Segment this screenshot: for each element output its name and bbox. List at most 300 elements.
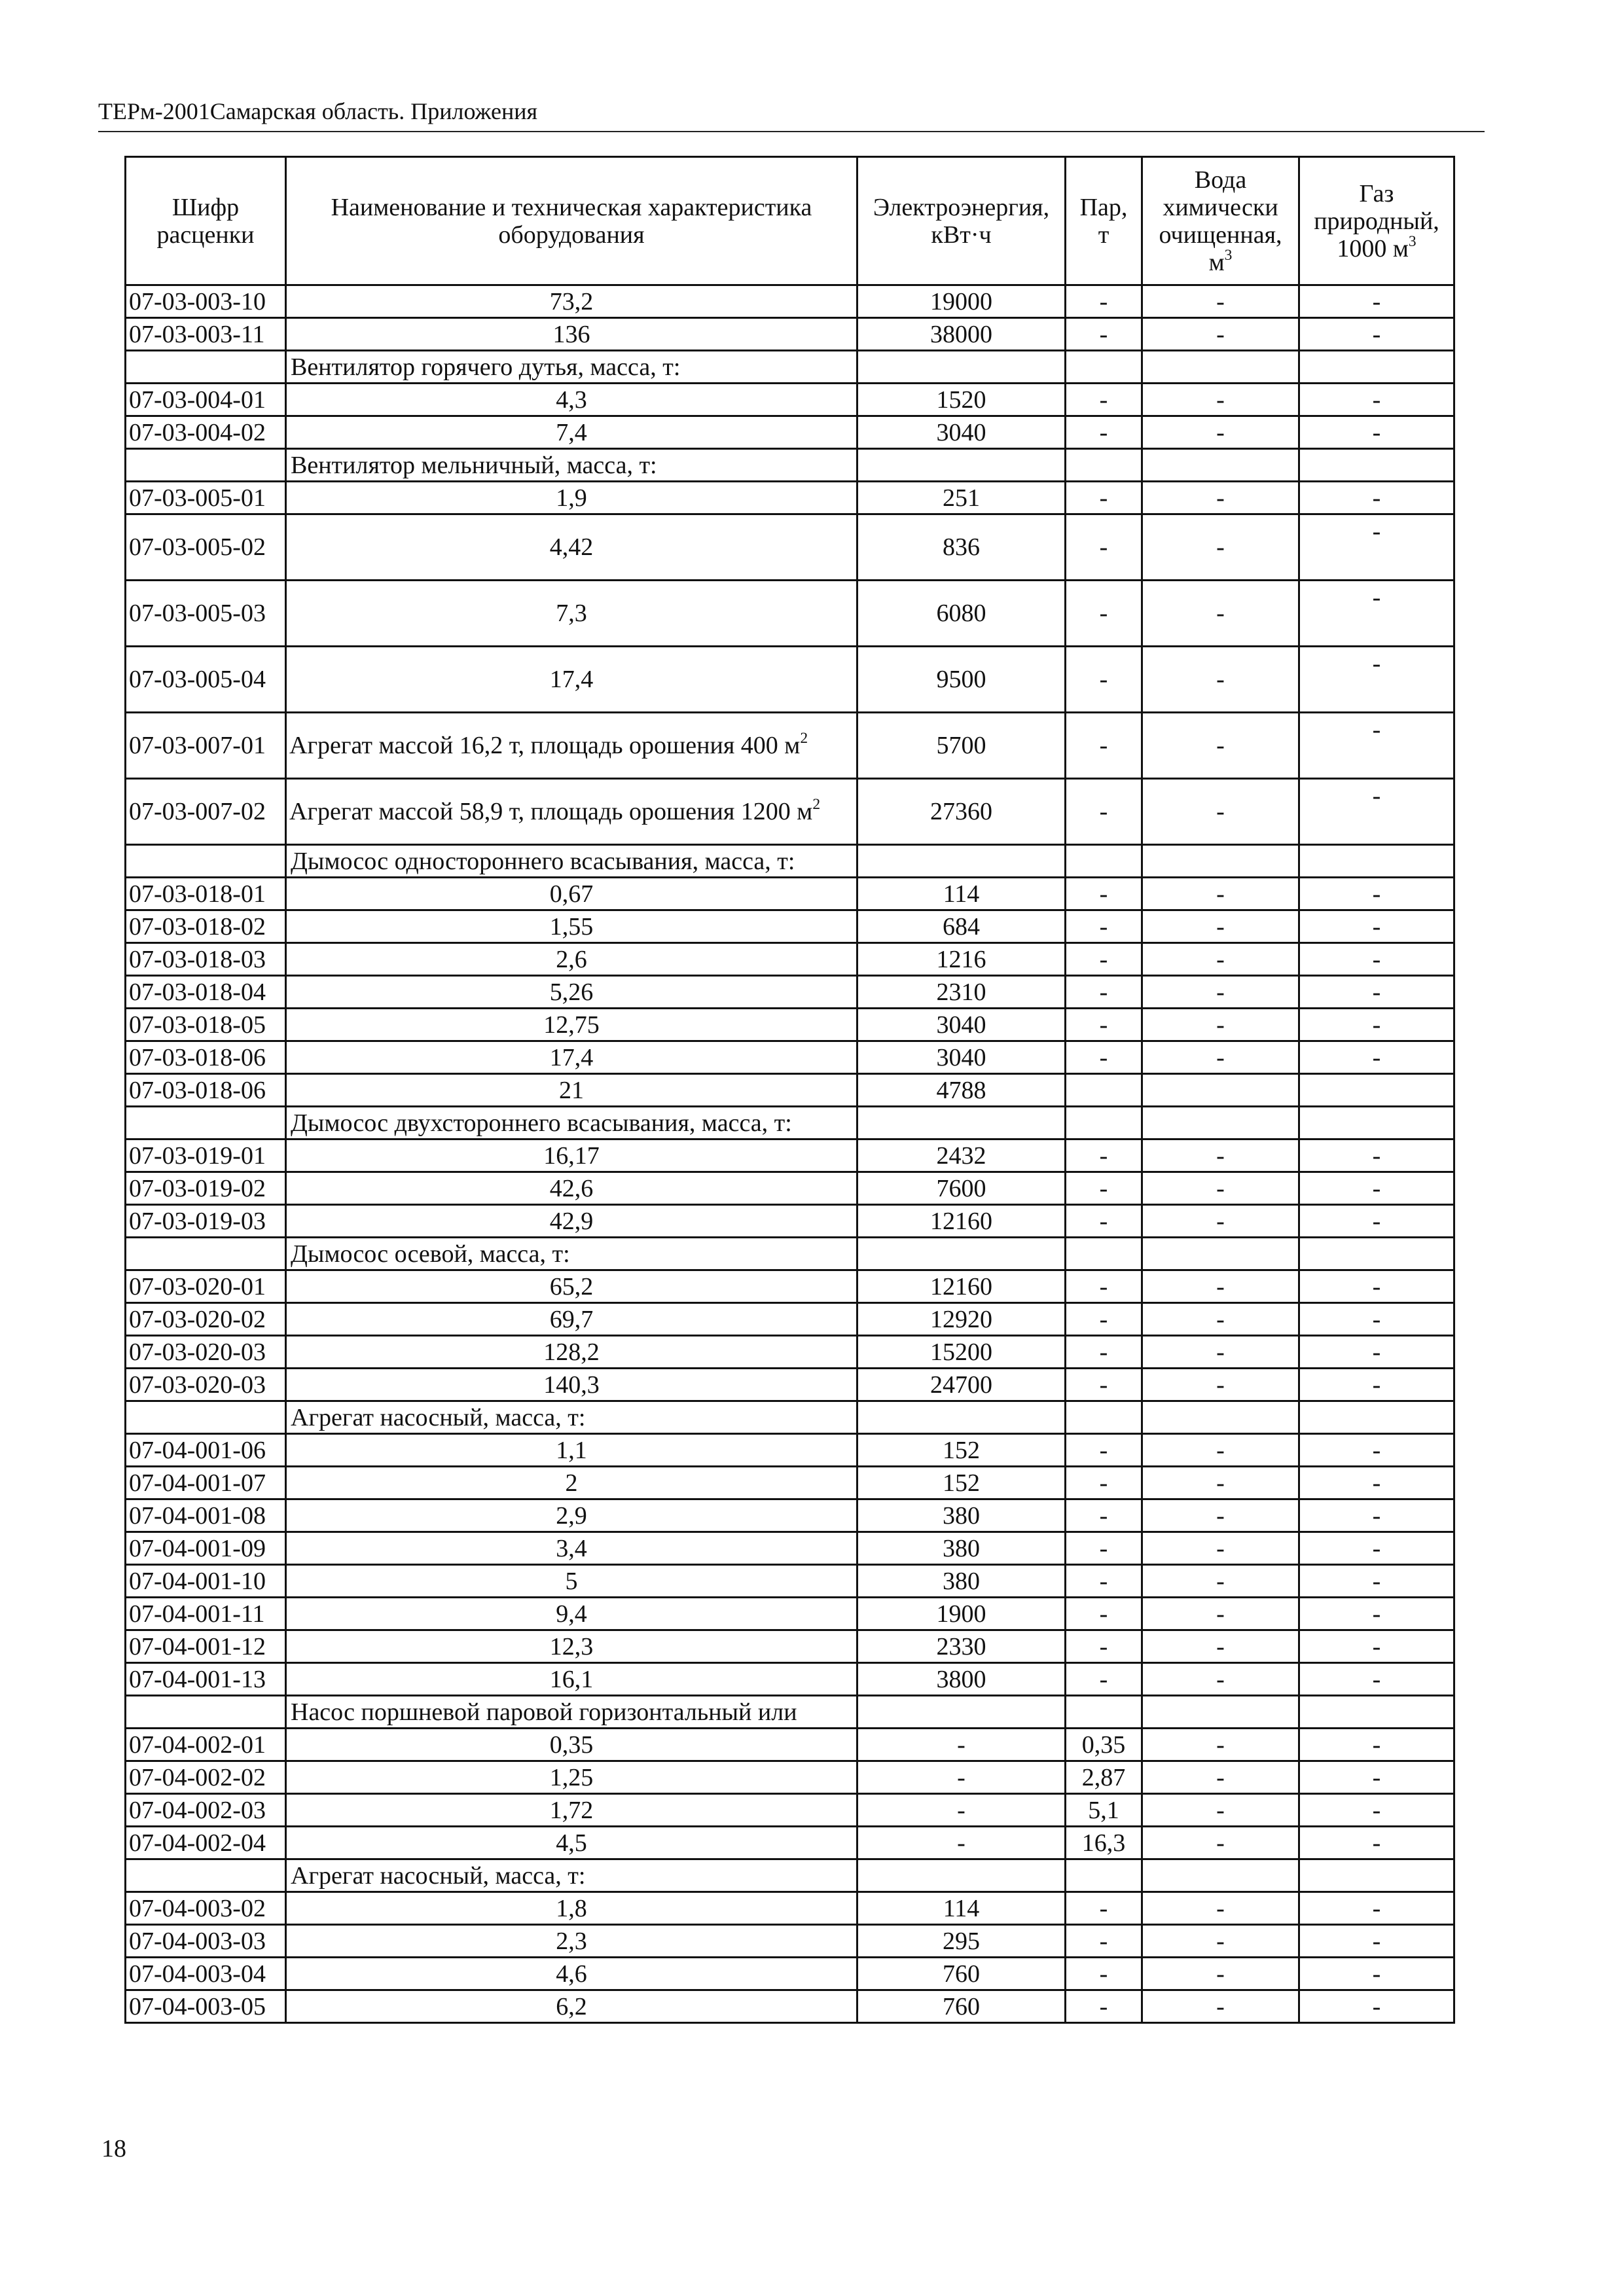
cell-name	[286, 1303, 857, 1336]
cell-name	[286, 1696, 857, 1729]
cell-gas	[1299, 482, 1454, 514]
cell-name-text: Дымосос двухстороннего всасывания, масса, т:	[291, 1109, 792, 1137]
cell-water	[1142, 1990, 1299, 2023]
cell-code	[126, 1827, 286, 1859]
cell-steam	[1066, 1630, 1142, 1663]
cell-steam-text: -	[1099, 1632, 1108, 1660]
cell-name-text: 128,2	[543, 1338, 600, 1366]
cell-power	[857, 1859, 1066, 1892]
cell-name-text: 1,9	[556, 484, 587, 512]
cell-steam	[1066, 1107, 1142, 1139]
header-code-line2: расценки	[156, 221, 255, 249]
cell-gas-text: -	[1372, 1960, 1381, 1988]
cell-water	[1142, 1139, 1299, 1172]
page-header: ТЕРм-2001Самарская область. Приложения	[98, 98, 538, 124]
table-row	[126, 1303, 1454, 1336]
cell-water	[1142, 1107, 1299, 1139]
cell-name-text: Вентилятор горячего дутья, масса, т:	[291, 353, 681, 381]
cell-gas	[1299, 514, 1454, 581]
cell-name-text: 21	[559, 1076, 584, 1104]
cell-water-text: -	[1216, 484, 1225, 512]
cell-power	[857, 1925, 1066, 1958]
cell-name	[286, 878, 857, 910]
cell-name-text: 5,26	[549, 978, 594, 1006]
cell-steam-text: -	[1099, 880, 1108, 908]
cell-water-text: -	[1216, 1763, 1225, 1791]
cell-power-text: 12920	[930, 1305, 992, 1333]
cell-water-text: -	[1216, 1371, 1225, 1399]
cell-steam	[1066, 285, 1142, 318]
cell-power	[857, 1467, 1066, 1499]
table-row	[126, 943, 1454, 976]
cell-gas	[1299, 779, 1454, 845]
cell-water	[1142, 878, 1299, 910]
table-row	[126, 1041, 1454, 1074]
cell-steam	[1066, 1794, 1142, 1827]
cell-power-text: 114	[943, 880, 980, 908]
cell-gas-text: -	[1372, 1305, 1381, 1333]
cell-code-text: 07-04-001-13	[129, 1665, 266, 1693]
table-row	[126, 878, 1454, 910]
cell-steam-text: -	[1099, 418, 1108, 446]
header-gas-line2: природный,	[1314, 207, 1439, 235]
resource-table	[124, 156, 1455, 2024]
cell-power	[857, 1205, 1066, 1238]
cell-gas	[1299, 351, 1454, 384]
cell-code-text: 07-03-004-02	[129, 418, 266, 446]
cell-water-text: -	[1216, 1731, 1225, 1759]
cell-name-text: 16,17	[543, 1141, 600, 1170]
cell-gas	[1299, 285, 1454, 318]
cell-name-text: 42,9	[549, 1207, 594, 1235]
cell-water	[1142, 943, 1299, 976]
cell-gas	[1299, 1859, 1454, 1892]
cell-water	[1142, 1205, 1299, 1238]
cell-power	[857, 482, 1066, 514]
cell-name	[286, 1663, 857, 1696]
cell-gas-text: -	[1372, 1632, 1381, 1660]
table-row	[126, 1205, 1454, 1238]
cell-water	[1142, 1336, 1299, 1369]
cell-code	[126, 910, 286, 943]
cell-power-text: 12160	[930, 1272, 992, 1300]
cell-name	[286, 1532, 857, 1565]
cell-power	[857, 1794, 1066, 1827]
header-gas-unit-sup: 3	[1408, 232, 1416, 250]
cell-gas-text: -	[1372, 1567, 1381, 1595]
cell-gas-text: -	[1372, 1043, 1381, 1071]
cell-code	[126, 1859, 286, 1892]
cell-code-text: 07-03-007-01	[129, 732, 266, 759]
cell-steam-text: -	[1099, 1207, 1108, 1235]
table-row	[126, 713, 1454, 779]
cell-water	[1142, 318, 1299, 351]
table-row	[126, 1794, 1454, 1827]
cell-water	[1142, 1172, 1299, 1205]
cell-name	[286, 384, 857, 416]
cell-code-text: 07-04-001-09	[129, 1534, 266, 1562]
cell-gas	[1299, 416, 1454, 449]
cell-gas	[1299, 1009, 1454, 1041]
cell-steam-text: -	[1099, 1469, 1108, 1497]
cell-steam	[1066, 1696, 1142, 1729]
cell-name	[286, 1990, 857, 2023]
cell-water-text: -	[1216, 1894, 1225, 1922]
cell-gas-text: -	[1372, 782, 1381, 810]
table-row	[126, 384, 1454, 416]
cell-power-text: 251	[943, 484, 980, 512]
cell-steam	[1066, 514, 1142, 581]
cell-gas	[1299, 1041, 1454, 1074]
cell-name	[286, 1434, 857, 1467]
cell-power-text: 380	[943, 1567, 980, 1595]
table-row	[126, 1074, 1454, 1107]
table-row	[126, 976, 1454, 1009]
cell-water-text: -	[1216, 533, 1225, 561]
cell-water	[1142, 713, 1299, 779]
cell-code-text: 07-04-003-02	[129, 1894, 266, 1922]
cell-power	[857, 1238, 1066, 1270]
cell-water	[1142, 384, 1299, 416]
cell-water	[1142, 1499, 1299, 1532]
cell-steam-text: -	[1099, 912, 1108, 941]
table-row	[126, 1598, 1454, 1630]
cell-gas-text: -	[1372, 1665, 1381, 1693]
cell-name-text: 2	[565, 1469, 578, 1497]
cell-gas	[1299, 1598, 1454, 1630]
cell-gas-text: -	[1372, 287, 1381, 315]
cell-name	[286, 1139, 857, 1172]
cell-steam	[1066, 1729, 1142, 1761]
cell-gas	[1299, 943, 1454, 976]
cell-power	[857, 1598, 1066, 1630]
cell-steam-text: -	[1099, 1338, 1108, 1366]
cell-name	[286, 1761, 857, 1794]
cell-power-text: 5700	[936, 732, 986, 759]
cell-name-text: Вентилятор мельничный, масса, т:	[291, 451, 657, 479]
cell-name-text: Агрегат массой 16,2 т, площадь орошения 400 м	[289, 732, 801, 759]
cell-steam	[1066, 1238, 1142, 1270]
cell-steam	[1066, 1009, 1142, 1041]
cell-steam-text: -	[1099, 1534, 1108, 1562]
table-section-row	[126, 1238, 1454, 1270]
cell-gas-text: -	[1372, 880, 1381, 908]
cell-code	[126, 1532, 286, 1565]
cell-power	[857, 713, 1066, 779]
cell-name-text: 6,2	[556, 1992, 587, 2020]
cell-name-text: Агрегат массой 58,9 т, площадь орошения 1200 м	[289, 798, 813, 825]
cell-water	[1142, 1892, 1299, 1925]
table-section-row	[126, 1107, 1454, 1139]
cell-power-text: 2432	[936, 1141, 986, 1170]
cell-gas-text: -	[1372, 1731, 1381, 1759]
cell-power	[857, 449, 1066, 482]
cell-name	[286, 647, 857, 713]
cell-power	[857, 910, 1066, 943]
cell-gas	[1299, 1074, 1454, 1107]
cell-name	[286, 416, 857, 449]
cell-power	[857, 1074, 1066, 1107]
cell-power	[857, 1990, 1066, 2023]
cell-code	[126, 976, 286, 1009]
cell-name	[286, 482, 857, 514]
cell-name	[286, 910, 857, 943]
cell-power-text: 38000	[930, 320, 992, 348]
cell-gas	[1299, 1827, 1454, 1859]
cell-power	[857, 1041, 1066, 1074]
cell-water-text: -	[1216, 798, 1225, 825]
cell-power-text: 380	[943, 1534, 980, 1562]
cell-water-text: -	[1216, 320, 1225, 348]
header-steam	[1066, 157, 1142, 285]
cell-steam	[1066, 1369, 1142, 1401]
cell-steam	[1066, 779, 1142, 845]
cell-power	[857, 1139, 1066, 1172]
cell-code	[126, 482, 286, 514]
cell-water-text: -	[1216, 1796, 1225, 1824]
cell-power	[857, 1532, 1066, 1565]
cell-code-text: 07-04-003-03	[129, 1927, 266, 1955]
cell-code-text: 07-04-001-10	[129, 1567, 266, 1595]
cell-code-text: 07-04-002-01	[129, 1731, 266, 1759]
cell-gas	[1299, 1794, 1454, 1827]
cell-name-text: 140,3	[543, 1371, 600, 1399]
cell-steam	[1066, 1172, 1142, 1205]
cell-code	[126, 1630, 286, 1663]
table-row	[126, 1630, 1454, 1663]
cell-code-text: 07-04-001-07	[129, 1469, 266, 1497]
cell-power-text: 114	[943, 1894, 980, 1922]
cell-name-text: 1,8	[556, 1894, 587, 1922]
cell-steam-text: -	[1099, 1960, 1108, 1988]
cell-steam	[1066, 581, 1142, 647]
cell-steam	[1066, 1467, 1142, 1499]
header-water-line2: химически	[1163, 193, 1278, 221]
cell-name	[286, 318, 857, 351]
cell-code-text: 07-04-001-08	[129, 1501, 266, 1530]
cell-power	[857, 1663, 1066, 1696]
cell-gas-text: -	[1372, 1207, 1381, 1235]
cell-power	[857, 1630, 1066, 1663]
cell-power-text: 24700	[930, 1371, 992, 1399]
table-body	[126, 285, 1454, 2023]
cell-code	[126, 1663, 286, 1696]
cell-code-text: 07-03-020-03	[129, 1338, 266, 1366]
cell-name	[286, 1565, 857, 1598]
cell-power	[857, 647, 1066, 713]
cell-code-text: 07-03-005-04	[129, 666, 266, 693]
cell-steam-text: -	[1099, 1665, 1108, 1693]
cell-gas-text: -	[1372, 1600, 1381, 1628]
cell-gas	[1299, 1434, 1454, 1467]
cell-water	[1142, 976, 1299, 1009]
cell-steam-text: -	[1099, 533, 1108, 561]
cell-power	[857, 1827, 1066, 1859]
cell-water	[1142, 1401, 1299, 1434]
cell-water-text: -	[1216, 732, 1225, 759]
cell-water	[1142, 1041, 1299, 1074]
cell-name-text: 73,2	[549, 287, 594, 315]
cell-water	[1142, 1467, 1299, 1499]
cell-name	[286, 1238, 857, 1270]
cell-name	[286, 1107, 857, 1139]
cell-name-text: 9,4	[556, 1600, 587, 1628]
cell-code-text: 07-03-020-03	[129, 1371, 266, 1399]
cell-gas	[1299, 1401, 1454, 1434]
cell-name-text: Агрегат насосный, масса, т:	[291, 1861, 586, 1890]
cell-steam-text: -	[1099, 484, 1108, 512]
cell-name-superscript: 2	[812, 796, 821, 813]
cell-power-text: 1520	[936, 386, 986, 414]
cell-steam-text: -	[1099, 1174, 1108, 1202]
cell-code-text: 07-04-002-04	[129, 1829, 266, 1857]
cell-water-text: -	[1216, 912, 1225, 941]
cell-power	[857, 1565, 1066, 1598]
cell-gas	[1299, 384, 1454, 416]
cell-steam	[1066, 1499, 1142, 1532]
cell-power	[857, 318, 1066, 351]
cell-water	[1142, 1859, 1299, 1892]
cell-name-text: 65,2	[549, 1272, 594, 1300]
table-row	[126, 1892, 1454, 1925]
cell-code-text: 07-03-020-02	[129, 1305, 266, 1333]
cell-gas	[1299, 1696, 1454, 1729]
cell-name	[286, 1172, 857, 1205]
cell-water	[1142, 482, 1299, 514]
table-row	[126, 1565, 1454, 1598]
cell-name-text: 7,3	[556, 600, 587, 627]
cell-code-text: 07-04-001-06	[129, 1436, 266, 1464]
cell-code	[126, 878, 286, 910]
cell-water	[1142, 581, 1299, 647]
cell-steam-text: -	[1099, 1501, 1108, 1530]
cell-water-text: -	[1216, 1829, 1225, 1857]
cell-gas-text: -	[1372, 650, 1381, 677]
cell-steam-text: -	[1099, 1894, 1108, 1922]
cell-gas	[1299, 1990, 1454, 2023]
table-row	[126, 1139, 1454, 1172]
cell-gas-text: -	[1372, 418, 1381, 446]
cell-power	[857, 1303, 1066, 1336]
table-row	[126, 1925, 1454, 1958]
cell-code-text: 07-03-004-01	[129, 386, 266, 414]
cell-steam	[1066, 1958, 1142, 1990]
cell-water-text: -	[1216, 978, 1225, 1006]
cell-power-text: 760	[943, 1960, 980, 1988]
cell-power	[857, 285, 1066, 318]
header-water-line3: очищенная,	[1159, 221, 1282, 249]
cell-power-text: 2330	[936, 1632, 986, 1660]
cell-water-text: -	[1216, 1600, 1225, 1628]
cell-water-text: -	[1216, 666, 1225, 693]
cell-water	[1142, 845, 1299, 878]
cell-water-text: -	[1216, 1174, 1225, 1202]
cell-name	[286, 976, 857, 1009]
cell-steam	[1066, 943, 1142, 976]
table-row	[126, 1729, 1454, 1761]
cell-name	[286, 1499, 857, 1532]
cell-steam	[1066, 1434, 1142, 1467]
cell-power-text: -	[957, 1731, 965, 1759]
table-section-row	[126, 449, 1454, 482]
cell-gas	[1299, 1663, 1454, 1696]
cell-gas-text: -	[1372, 1469, 1381, 1497]
header-rule	[98, 131, 1485, 132]
cell-steam	[1066, 351, 1142, 384]
cell-name-text: 17,4	[549, 666, 594, 693]
cell-steam-text: -	[1099, 1371, 1108, 1399]
cell-water	[1142, 1434, 1299, 1467]
cell-code	[126, 1238, 286, 1270]
cell-steam	[1066, 1990, 1142, 2023]
cell-water	[1142, 1598, 1299, 1630]
header-code-line1: Шифр	[171, 193, 240, 221]
cell-steam	[1066, 1074, 1142, 1107]
table-row	[126, 318, 1454, 351]
cell-code-text: 07-03-019-03	[129, 1207, 266, 1235]
cell-power-text: 1900	[936, 1600, 986, 1628]
cell-water-text: -	[1216, 1141, 1225, 1170]
cell-steam-text: -	[1099, 1141, 1108, 1170]
cell-gas-text: -	[1372, 1011, 1381, 1039]
cell-gas-text: -	[1372, 1272, 1381, 1300]
cell-power	[857, 351, 1066, 384]
table-row	[126, 779, 1454, 845]
table-row	[126, 1958, 1454, 1990]
cell-power-text: 3040	[936, 418, 986, 446]
table-row	[126, 1434, 1454, 1467]
cell-power	[857, 514, 1066, 581]
cell-water-text: -	[1216, 1469, 1225, 1497]
cell-name-text: 2,9	[556, 1501, 587, 1530]
cell-power-text: 2310	[936, 978, 986, 1006]
cell-steam-text: -	[1099, 666, 1108, 693]
table-row	[126, 416, 1454, 449]
cell-gas-text: -	[1372, 945, 1381, 973]
cell-name	[286, 1336, 857, 1369]
cell-code	[126, 1761, 286, 1794]
cell-power	[857, 1729, 1066, 1761]
resource-table-container	[124, 156, 1455, 2024]
cell-name-text: 12,75	[543, 1011, 600, 1039]
cell-power-text: 836	[943, 533, 980, 561]
cell-water	[1142, 1630, 1299, 1663]
header-code	[126, 157, 286, 285]
cell-water-text: -	[1216, 1338, 1225, 1366]
cell-steam	[1066, 1761, 1142, 1794]
table-row	[126, 482, 1454, 514]
cell-steam	[1066, 845, 1142, 878]
cell-name-text: 69,7	[549, 1305, 594, 1333]
cell-steam-text: -	[1099, 1043, 1108, 1071]
cell-water-text: -	[1216, 1927, 1225, 1955]
cell-name	[286, 943, 857, 976]
cell-name	[286, 1467, 857, 1499]
cell-steam	[1066, 1532, 1142, 1565]
cell-gas-text: -	[1372, 1534, 1381, 1562]
cell-code	[126, 1009, 286, 1041]
cell-water-text: -	[1216, 1011, 1225, 1039]
header-power-line2: кВт·ч	[931, 221, 992, 249]
cell-power-text: 19000	[930, 287, 992, 315]
cell-power	[857, 1107, 1066, 1139]
cell-water-text: -	[1216, 418, 1225, 446]
cell-code-text: 07-04-001-12	[129, 1632, 266, 1660]
cell-gas	[1299, 1499, 1454, 1532]
cell-code	[126, 1303, 286, 1336]
cell-code-text: 07-03-018-01	[129, 880, 266, 908]
cell-gas-text: -	[1372, 1338, 1381, 1366]
